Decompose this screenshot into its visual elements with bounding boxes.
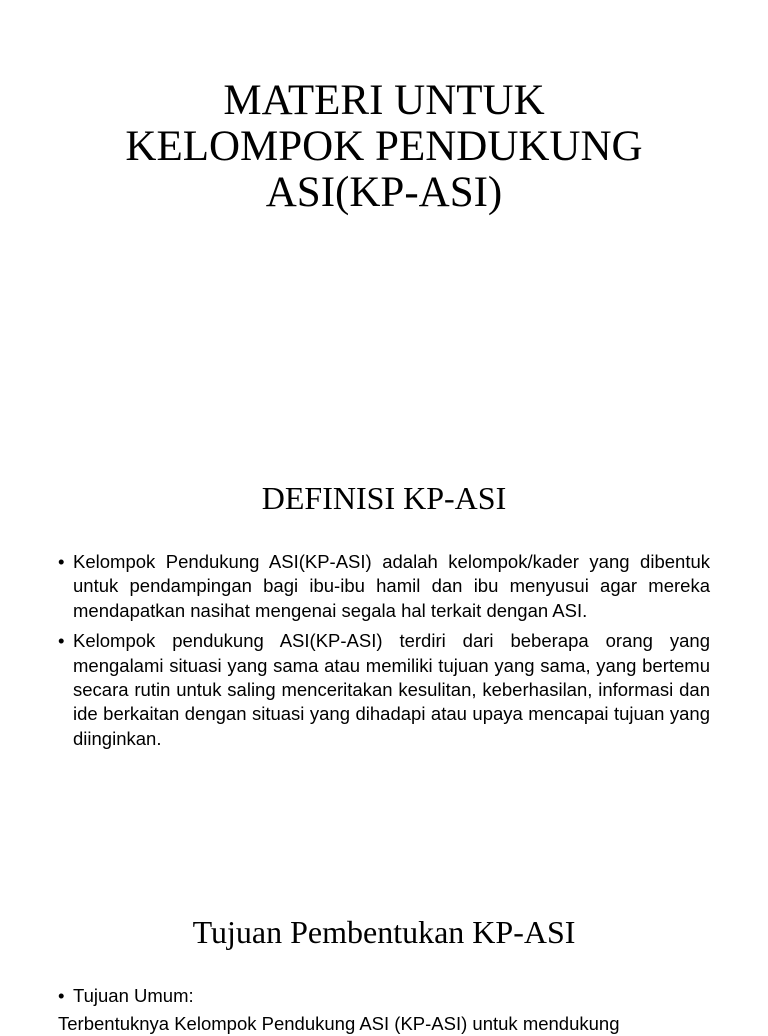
tujuan-bullet-1 — [58, 984, 710, 1008]
definisi-bullet-1-text: Kelompok Pendukung ASI(KP-ASI) adalah kelompok/kader yang dibentuk untuk pendampingan bagi ibu-ibu hamil dan ibu menyusui agar mereka mendapatkan nasihat mengenai segala hal terkait dengan ASI. — [73, 551, 710, 621]
tujuan-bullet-1-text: Tujuan Umum: — [73, 985, 194, 1006]
definisi-title: DEFINISI KP-ASI — [261, 480, 507, 516]
bullet-dot-icon: • — [58, 551, 65, 572]
tujuan-bullet-list — [58, 984, 710, 1014]
tujuan-cut-off-line: Terbentuknya Kelompok Pendukung ASI (KP-ASI) untuk mendukung — [58, 1013, 620, 1034]
main-title-line-2: KELOMPOK PENDUKUNG — [125, 123, 643, 170]
bullet-dot-icon: • — [58, 630, 65, 652]
definisi-bullet-2 — [58, 629, 710, 751]
tujuan-title: Tujuan Pembentukan KP-ASI — [192, 914, 576, 950]
definisi-bullet-list — [58, 550, 710, 757]
bullet-dot-icon: • — [58, 985, 65, 1006]
definisi-bullet-1 — [58, 550, 710, 623]
main-title-line-1: MATERI UNTUK — [223, 77, 545, 124]
main-title — [0, 78, 768, 216]
definisi-bullet-2-text: Kelompok pendukung ASI(KP-ASI) terdiri dari beberapa orang yang mengalami situasi yang sama atau memiliki tujuan yang sama, yang bertemu secara rutin untuk saling menceritakan kesulitan, keberhasilan, informasi dan ide berkaitan dengan situasi yang dihadapi atau upaya mencapai tujuan yang diinginkan. — [73, 630, 710, 749]
main-title-line-3: ASI(KP-ASI) — [265, 169, 503, 216]
